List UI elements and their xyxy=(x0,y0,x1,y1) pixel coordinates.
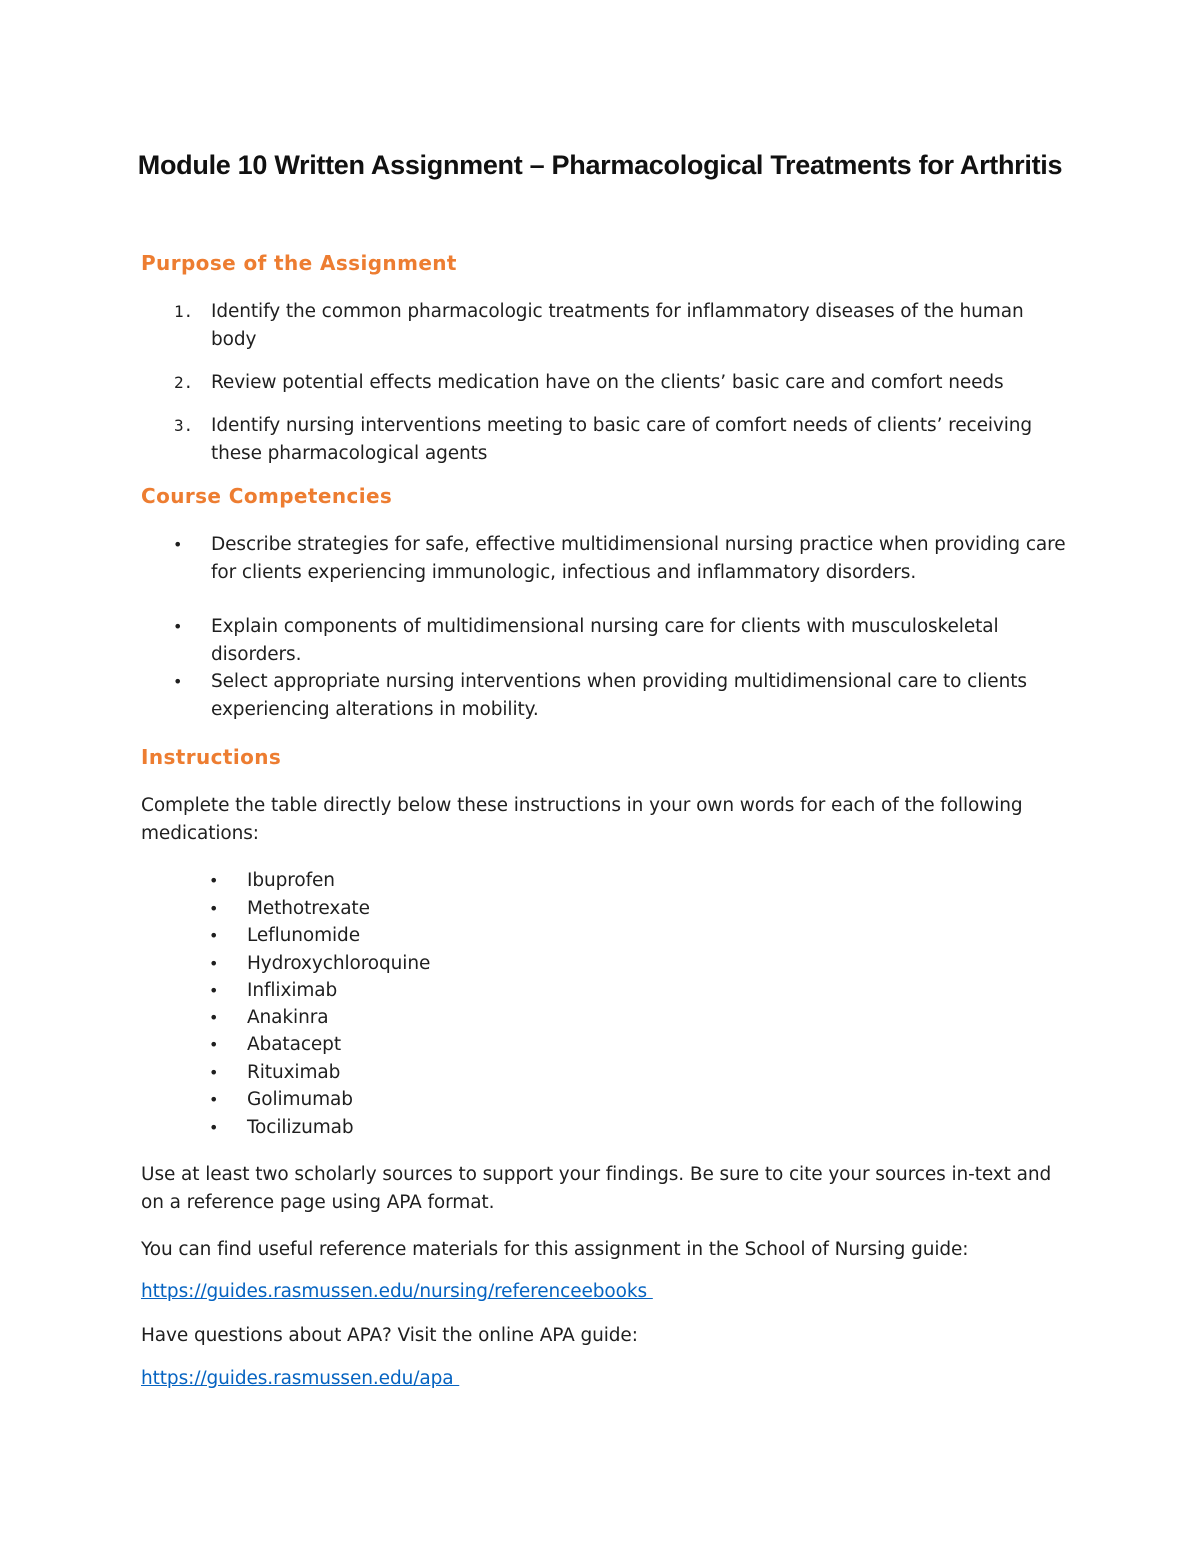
bullet-icon: • xyxy=(209,1090,219,1109)
bullet-icon: • xyxy=(209,1117,219,1137)
bullet-icon: • xyxy=(209,953,219,973)
medication-item xyxy=(141,1114,641,1142)
medication-item xyxy=(141,950,641,978)
list-item-text: Describe strategies for safe, effective multidimensional nursing practice when providing care for clients experiencing immunologic, infectious and inflammatory disorders. xyxy=(211,534,1066,583)
list-item-text: Identify nursing interventions meeting to basic care of comfort needs of clients’ receiving these pharmacological agents xyxy=(211,415,1033,464)
list-number: 1. xyxy=(174,302,194,321)
medication-name: Ibuprofen xyxy=(247,870,335,891)
medication-name: Infliximab xyxy=(247,979,338,1001)
medication-name: Rituximab xyxy=(247,1061,341,1083)
medication-item xyxy=(141,1086,641,1114)
bullet-icon: • xyxy=(209,898,219,918)
medication-item xyxy=(141,977,641,1005)
apa-link-line xyxy=(141,1365,1071,1393)
bullet-icon: • xyxy=(173,535,183,554)
sources-paragraph: Use at least two scholarly sources to support your findings. Be sure to cite your sources in-text and on a reference page using APA format. xyxy=(141,1164,1052,1213)
apa-guide-link[interactable]: https://guides.rasmussen.edu/apa xyxy=(141,1368,460,1389)
medication-name: Anakinra xyxy=(247,1007,329,1028)
reference-ebooks-link[interactable]: https://guides.rasmussen.edu/nursing/referenceebooks xyxy=(141,1281,653,1302)
bullet-icon: • xyxy=(209,1035,219,1054)
medication-item xyxy=(141,867,641,895)
bullet-icon: • xyxy=(209,1062,219,1082)
bullet-icon: • xyxy=(209,871,219,890)
medication-name: Leflunomide xyxy=(247,925,360,946)
medication-name: Methotrexate xyxy=(247,897,370,919)
medication-name: Abatacept xyxy=(247,1034,341,1055)
medication-item xyxy=(141,1004,641,1032)
competencies-heading: Course Competencies xyxy=(141,484,393,508)
medication-item xyxy=(141,895,641,923)
competency-item xyxy=(141,613,1081,668)
bullet-icon: • xyxy=(173,617,183,636)
list-item-text: Identify the common pharmacologic treatments for inflammatory diseases of the human body xyxy=(211,301,1024,350)
apa-paragraph: Have questions about APA? Visit the online APA guide: xyxy=(141,1325,638,1346)
competency-item xyxy=(141,668,1081,723)
medication-name: Golimumab xyxy=(247,1089,353,1110)
competency-item xyxy=(141,531,1081,586)
list-item-text: Review potential effects medication have on the clients’ basic care and comfort needs xyxy=(211,372,1004,393)
purpose-item xyxy=(141,412,1081,467)
medication-item xyxy=(141,1031,641,1059)
list-item-text: Explain components of multidimensional nursing care for clients with musculoskeletal disorders. xyxy=(211,616,999,665)
bullet-icon: • xyxy=(209,1008,219,1027)
list-number: 2. xyxy=(174,373,194,392)
bullet-icon: • xyxy=(209,926,219,945)
instructions-heading: Instructions xyxy=(141,745,282,769)
instructions-intro: Complete the table directly below these instructions in your own words for each of the following medications: xyxy=(141,795,1023,844)
bullet-icon: • xyxy=(209,980,219,1000)
page-title: Module 10 Written Assignment – Pharmacological Treatments for Arthritis xyxy=(137,150,1063,180)
medication-name: Hydroxychloroquine xyxy=(247,952,431,974)
list-item-text: Select appropriate nursing interventions when providing multidimensional care to clients experiencing alterations in mobility. xyxy=(211,671,1027,720)
reference-paragraph: You can find useful reference materials for this assignment in the School of Nursing guide: xyxy=(141,1239,969,1260)
medication-item xyxy=(141,922,641,950)
purpose-heading: Purpose of the Assignment xyxy=(141,251,457,275)
purpose-item xyxy=(141,369,1081,397)
purpose-item xyxy=(141,298,1081,353)
list-number: 3. xyxy=(174,416,194,435)
bullet-icon: • xyxy=(173,672,183,691)
medication-name: Tocilizumab xyxy=(247,1116,354,1138)
reference-link-line xyxy=(141,1278,1071,1306)
medication-item xyxy=(141,1059,641,1087)
